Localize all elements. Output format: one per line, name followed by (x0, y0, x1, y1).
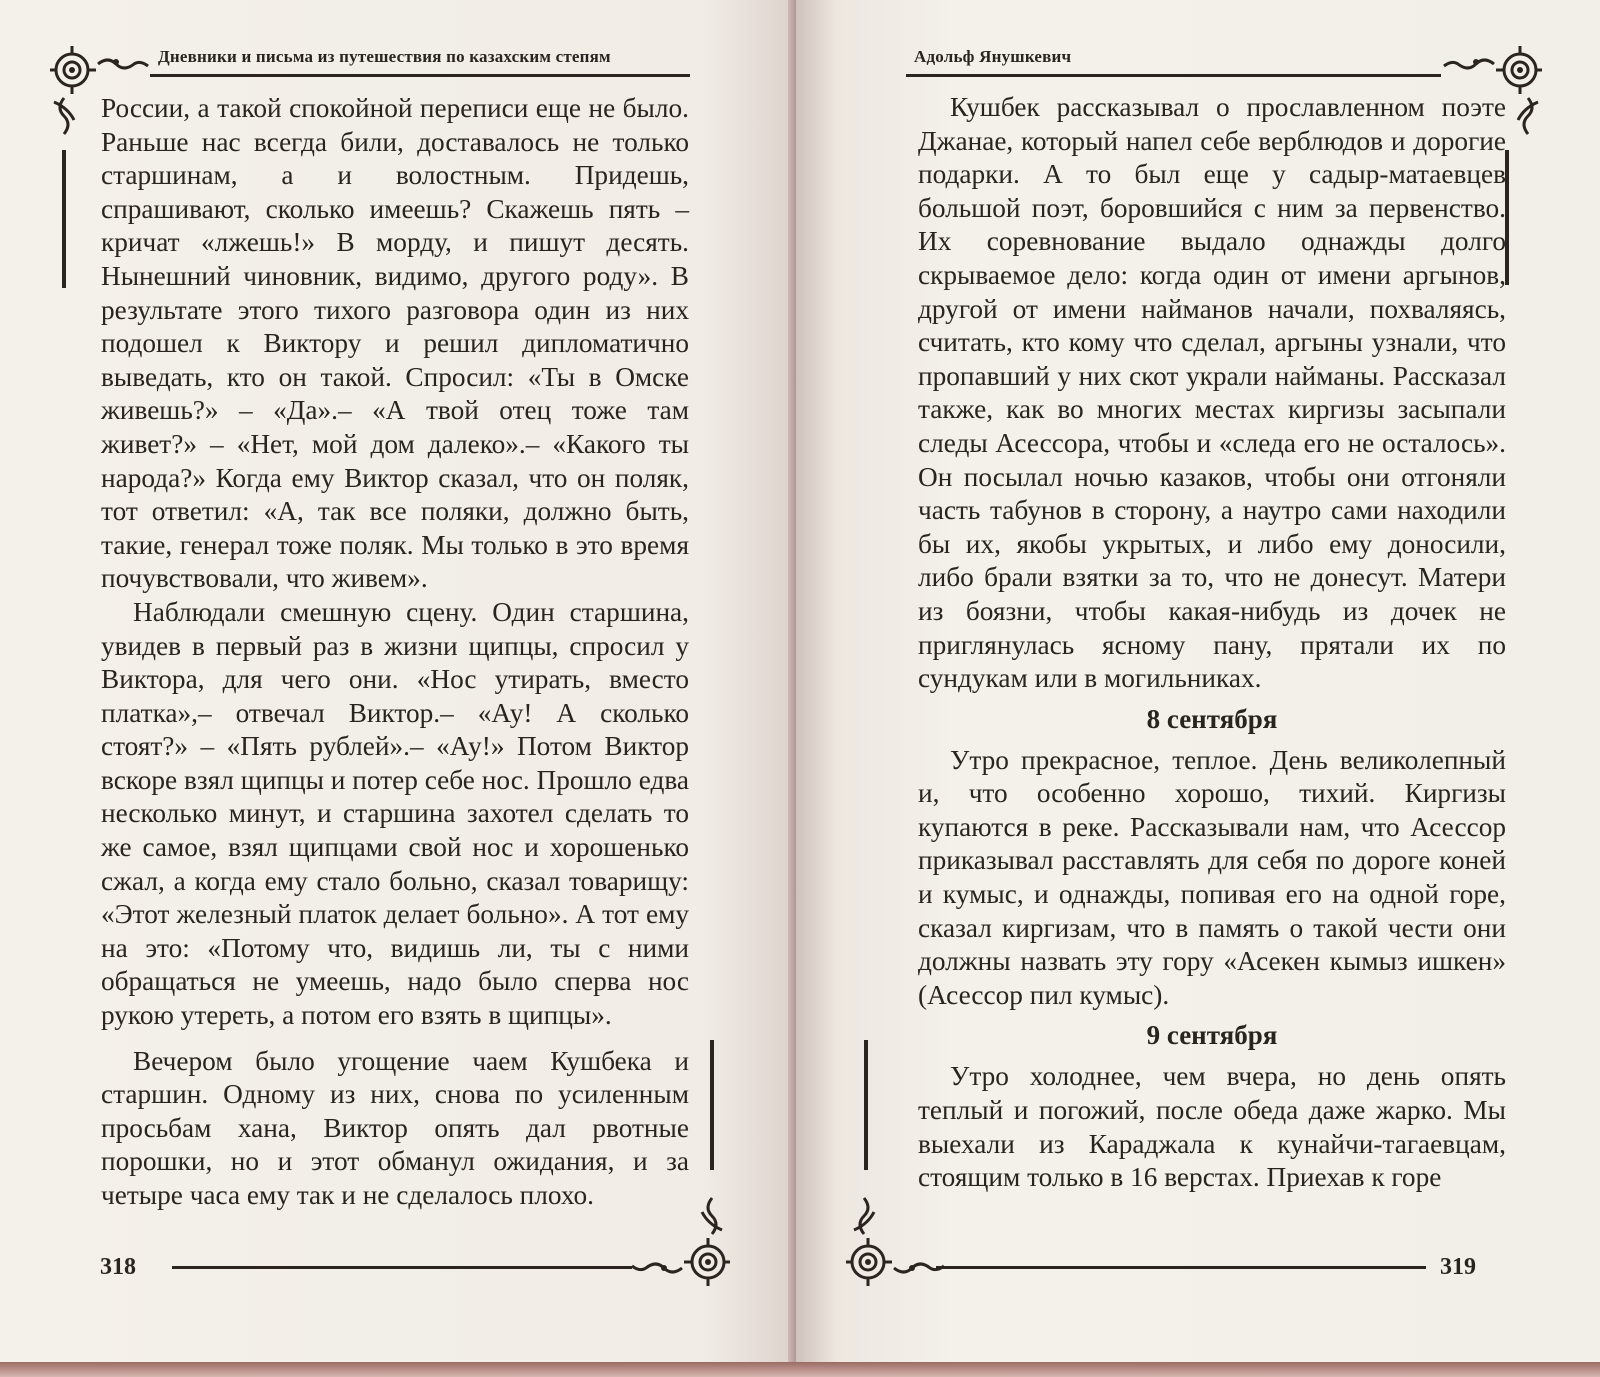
left-margin-bar (864, 1040, 868, 1170)
paragraph: Утро прекрасное, теплое. День великолепный и, что особенно хорошо, тихий. Киргизы купаются в реке. Рассказывали нам, что Асессор приказывал расставлять для себя по дороге коней и кумыс, и однажды, попивая его на одной горе, сказал киргизам, что в память о такой чести они должны назвать эту гору «Асекен кымыз ишкен» (Асессор пил кумыс). (918, 744, 1506, 1010)
running-head-left: Дневники и письма из путешествия по казахским степям (158, 47, 611, 66)
book-bottom-edge (0, 1362, 1600, 1377)
running-head-right: Адольф Янушкевич (914, 47, 1072, 66)
paragraph: Утро холоднее, чем вчера, но день опять теплый и погожий, после обеда даже жарко. Мы выехали из Караджала к кунайчи-тагаевцам, стоящим только в 16 верстах. Приехав к горе (918, 1061, 1506, 1193)
paragraph: Наблюдали смешную сцену. Один старшина, увидев в первый раз в жизни щипцы, спросил у Виктора, для чего они. «Нос утирать, вместо платка»,– отвечал Виктор.– «Ау! А сколько стоят?» – «Пять рублей».– «Ау!» Потом Виктор вскоре взял щипцы и потер себе нос. Прошло едва несколько минут, и старшина захотел сделать то же самое, взял щипцами свой нос и хорошенько сжал, а когда ему стало больно, сказал товарищу: «Этот железный платок делает больно». А тот ему на это: «Потому что, видишь ли, ты с ними обращаться не умеешь, надо было сперва нос рукою утереть, а потом его взять в щипцы». (101, 596, 689, 1031)
paragraph: России, а такой спокойной переписи еще не было. Раньше нас всегда били, доставалось не только старшинам, а и волостным. Придешь, спрашивают, сколько имеешь? Скажешь пять – кричат «лжешь!» В морду, и пишут десять. Нынешний чиновник, видимо, другого роду». В результате этого тихого разговора один из них подошел к Виктору и решил дипломатично выведать, кто он такой. Спросил: «Ты в Омске живешь?» – «Да».– «А твой отец тоже там живет?» – «Нет, мой дом далеко».– «Какого ты народа?» Когда ему Виктор сказал, что он поляк, тот ответил: «А, так все поляки, должно быть, такие, генерал тоже поляк. Мы только в это время почувствовали, что живем». (101, 93, 689, 594)
header-rule-left (150, 74, 690, 77)
ornament-bottom-left-icon (844, 1180, 964, 1290)
paragraph: Кушбек рассказывал о прославленном поэте Джанае, который напел себе верблюдов и дорогие подарки. А то был еще у садыр-матаевцев большой поэт, боровшийся с ним за первенство. Их соревнование выдало однажды долго скрываемое дело: когда один от имени аргынов, другой от имени найманов начали, похваляясь, считать, кто кому что сделал, аргыны узнали, что пропавший у них скот украли найманы. Рассказал также, как во многих местах киргизы засыпали следы Асессора, чтобы и «следа его не осталось». Он посылал ночью казаков, чтобы они отгоняли часть табунов в сторону, а наутро сами находили бы их, якобы укрытых, и либо ему доносили, либо брали взятки за то, что не донесут. Матери из боязни, чтобы какая-нибудь из дочек не приглянулась ясному пану, прятали их по сундукам или в могильниках. (918, 92, 1506, 694)
footer-rule-left (172, 1266, 632, 1269)
date-heading: 9 сентября (1146, 1020, 1278, 1051)
right-page (796, 0, 1600, 1362)
left-body-text (101, 92, 689, 1213)
right-margin-bar (710, 1040, 714, 1170)
page-number-left: 318 (100, 1254, 136, 1280)
footer-rule-right (936, 1266, 1426, 1269)
date-heading: 8 сентября (1146, 703, 1278, 734)
left-margin-bar (62, 150, 66, 288)
header-rule-right (906, 74, 1441, 77)
right-body-text (918, 91, 1506, 1195)
ornament-bottom-right-icon (612, 1180, 732, 1290)
page-number-right: 319 (1440, 1254, 1476, 1280)
paragraph: Вечером было угощение чаем Кушбека и старшин. Одному из них, снова по усиленным просьбам хана, Виктор опять дал рвотные порошки, но и этот обманул ожидания, и за четыре часа ему так и не сделалось плохо. (101, 1045, 689, 1210)
left-page (0, 0, 796, 1362)
